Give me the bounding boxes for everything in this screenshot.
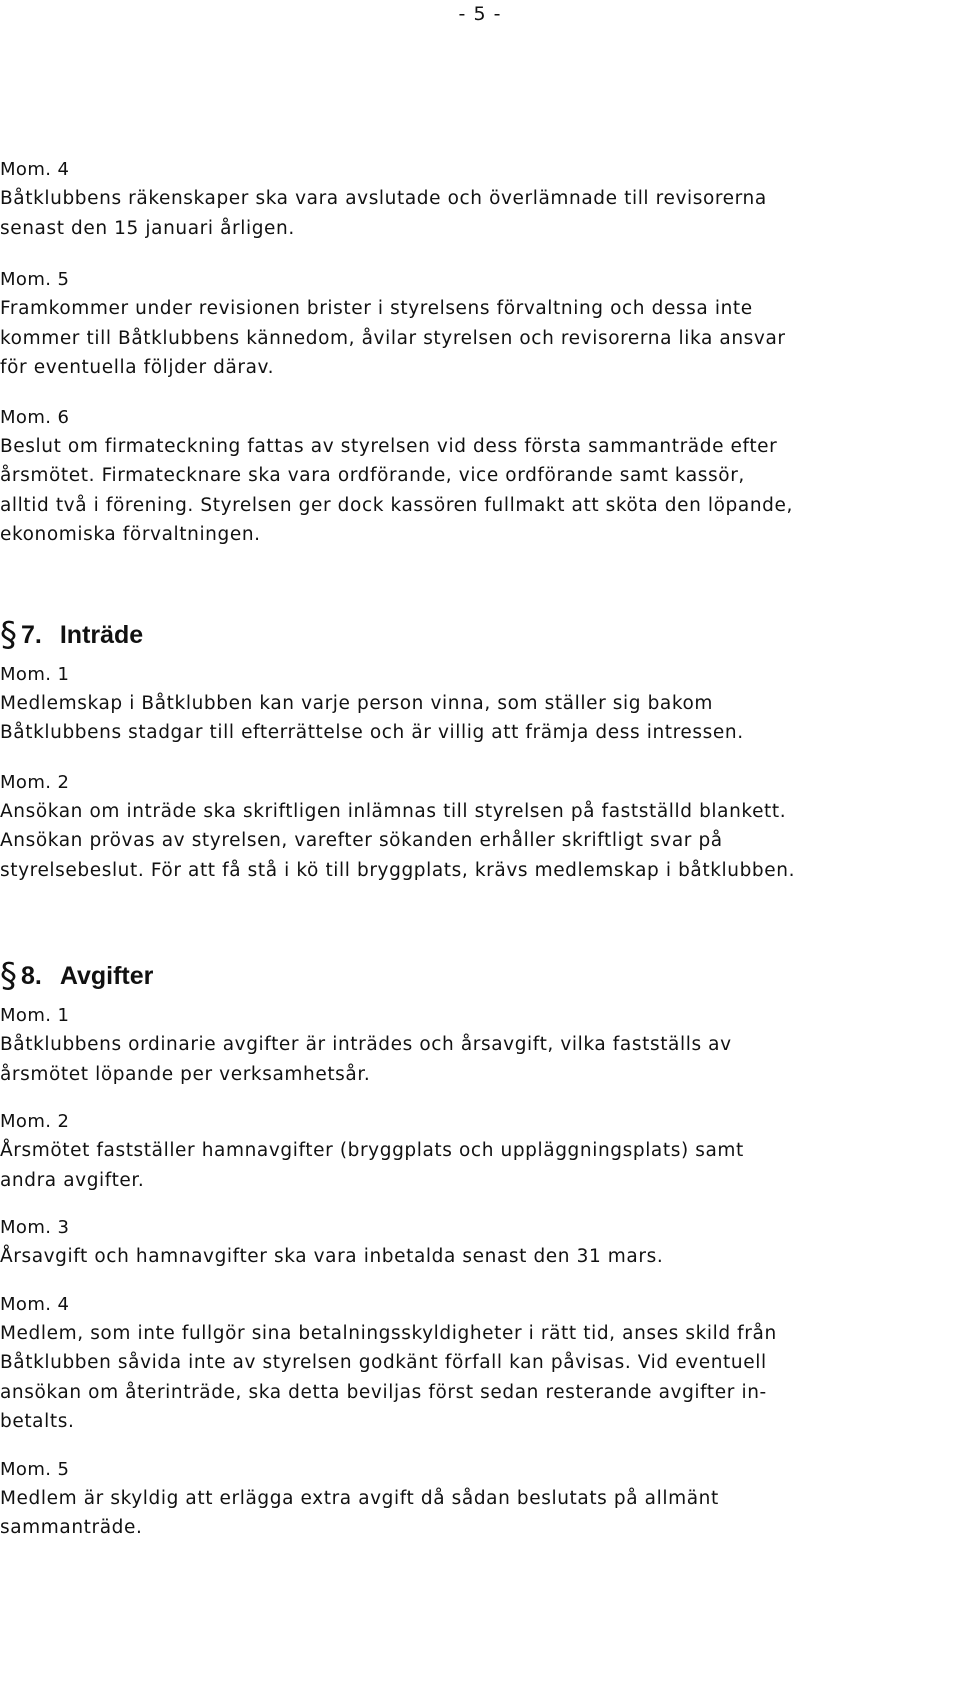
text-line: betalts. [0, 1411, 75, 1432]
paragraph-block [0, 660, 960, 748]
mom-label: Mom. 2 [0, 1111, 70, 1132]
paragraph-text [0, 184, 960, 243]
mom-label: Mom. 3 [0, 1217, 70, 1238]
text-line: styrelsebeslut. För att få stå i kö till bryggplats, krävs medlemskap i båtklubben. [0, 859, 796, 881]
mom-label: Mom. 2 [0, 771, 70, 793]
text-line: Medlem är skyldig att erlägga extra avgift då sådan beslutats på allmänt [0, 1487, 719, 1509]
paragraph-block [0, 768, 960, 886]
section-7 [0, 614, 960, 886]
section-number: 7. [21, 620, 42, 649]
mom-label: Mom. 4 [0, 159, 70, 180]
paragraph-block [0, 1107, 960, 1195]
text-line: Båtklubbens stadgar till efterrättelse och är villig att främja dess intressen. [0, 722, 744, 743]
section-number: 8. [21, 962, 42, 990]
text-line: årsmötet. Firmatecknare ska vara ordförande, vice ordförande samt kassör, [0, 465, 745, 486]
paragraph-text [0, 1242, 960, 1272]
text-line: alltid två i förening. Styrelsen ger dock kassören fullmakt att sköta den löpande, [0, 494, 793, 516]
paragraph-block [0, 1290, 960, 1437]
text-line: Årsmötet fastställer hamnavgifter (bryggplats och uppläggningsplats) samt [0, 1140, 744, 1161]
mom-label: Mom. 5 [0, 269, 70, 290]
text-line: Beslut om firmateckning fattas av styrelsen vid dess första sammanträde efter [0, 435, 778, 457]
text-line: årsmötet löpande per verksamhetsår. [0, 1063, 371, 1085]
document-content [0, 155, 960, 1543]
paragraph-text [0, 1030, 960, 1089]
paragraph-block [0, 155, 960, 243]
mom-label: Mom. 1 [0, 1005, 70, 1026]
mom-label: Mom. 6 [0, 406, 70, 428]
section-title: Avgifter [59, 962, 154, 990]
section-heading [0, 956, 960, 996]
text-line: Årsavgift och hamnavgifter ska vara inbetalda senast den 31 mars. [0, 1246, 664, 1267]
page-number: - 5 - [458, 3, 502, 25]
paragraph-text [0, 432, 960, 550]
paragraph-block [0, 265, 960, 383]
paragraph-block [0, 403, 960, 550]
text-line: Medlemskap i Båtklubben kan varje person vinna, som ställer sig bakom [0, 692, 714, 714]
paragraph-block [0, 1001, 960, 1089]
paragraph-text [0, 1136, 960, 1195]
section-title: Inträde [59, 620, 144, 649]
paragraph-text [0, 294, 960, 383]
text-line: Ansökan om inträde ska skriftligen inlämnas till styrelsen på fastställd blankett. [0, 800, 787, 822]
text-line: Båtklubbens räkenskaper ska vara avslutade och överlämnade till revisorerna [0, 188, 767, 209]
text-line: Båtklubbens ordinarie avgifter är inträdes och årsavgift, vilka fastställs av [0, 1034, 732, 1055]
text-line: senast den 15 januari årligen. [0, 217, 295, 239]
section-sign: § [0, 614, 17, 655]
section-sign: § [0, 956, 17, 996]
paragraph-text [0, 1319, 960, 1437]
text-line: Medlem, som inte fullgör sina betalningsskyldigheter i rätt tid, anses skild från [0, 1322, 777, 1344]
paragraph-block [0, 1213, 960, 1272]
mom-label: Mom. 5 [0, 1458, 70, 1480]
text-line: Ansökan prövas av styrelsen, varefter sökanden erhåller skriftligt svar på [0, 830, 723, 851]
text-line: ekonomiska förvaltningen. [0, 524, 261, 545]
section-heading [0, 614, 960, 655]
paragraph-block [0, 1455, 960, 1543]
paragraph-text [0, 1484, 960, 1543]
text-line: för eventuella följder därav. [0, 357, 275, 378]
text-line: Framkommer under revisionen brister i styrelsens förvaltning och dessa inte [0, 298, 753, 319]
paragraph-text [0, 689, 960, 748]
mom-label: Mom. 1 [0, 663, 70, 685]
text-line: Båtklubben såvida inte av styrelsen godkänt förfall kan påvisas. Vid eventuell [0, 1352, 767, 1373]
text-line: andra avgifter. [0, 1169, 145, 1191]
section-8 [0, 956, 960, 1543]
text-line: ansökan om återinträde, ska detta beviljas först sedan resterande avgifter in- [0, 1381, 767, 1403]
paragraph-text [0, 797, 960, 886]
text-line: sammanträde. [0, 1517, 143, 1538]
text-line: kommer till Båtklubbens kännedom, åvilar styrelsen och revisorerna lika ansvar [0, 327, 786, 349]
mom-label: Mom. 4 [0, 1293, 70, 1315]
